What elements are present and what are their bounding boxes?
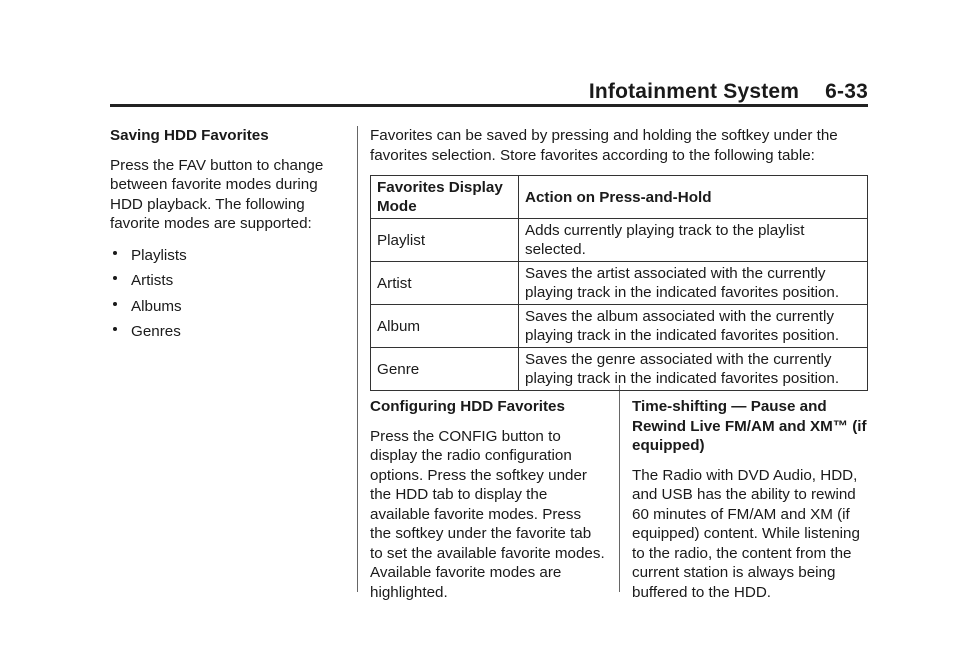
- table-row: [371, 262, 868, 305]
- header-rule: [110, 104, 868, 107]
- configuring-section: [370, 397, 606, 602]
- table-cell: Saves the album associated with the currently playing track in the indicated favorites position.: [519, 305, 868, 348]
- table-cell: Saves the artist associated with the currently playing track in the indicated favorites position.: [519, 262, 868, 305]
- timeshift-heading: Time-shifting — Pause and Rewind Live FM/AM and XM™ (if equipped): [632, 398, 867, 454]
- table-cell: Album: [371, 305, 519, 348]
- table-cell: Artist: [371, 262, 519, 305]
- favorites-table: [370, 175, 868, 391]
- table-cell: Genre: [371, 348, 519, 391]
- list-item: Playlists: [110, 246, 346, 266]
- store-favorites-section: [370, 126, 870, 391]
- table-header-row: [371, 176, 868, 219]
- configuring-heading: Configuring HDD Favorites: [370, 398, 565, 415]
- table-cell: Saves the genre associated with the currently playing track in the indicated favorites position.: [519, 348, 868, 391]
- table-header-cell: Action on Press-and-Hold: [519, 176, 868, 219]
- list-item: Albums: [110, 297, 346, 317]
- column-divider-left: [357, 126, 358, 592]
- table-row: [371, 305, 868, 348]
- table-cell: Adds currently playing track to the playlist selected.: [519, 219, 868, 262]
- favorite-modes-list: [110, 246, 346, 342]
- saving-heading: Saving HDD Favorites: [110, 127, 269, 144]
- table-header-cell: Favorites Display Mode: [371, 176, 519, 219]
- running-header: [589, 80, 868, 104]
- table-cell: Playlist: [371, 219, 519, 262]
- configuring-body: Press the CONFIG button to display the radio configuration options. Press the softkey under the HDD tab to display the available favorite modes. Press the softkey under the favorite tab to set the available favorite modes. Available favorite modes are highlighted.: [370, 427, 605, 601]
- left-column: [110, 126, 346, 348]
- list-item: Artists: [110, 271, 346, 291]
- timeshift-body: The Radio with DVD Audio, HDD, and USB has the ability to rewind 60 minutes of FM/AM and XM (if equipped) content. While listening to the radio, the content from the current station is always being buffered to the HDD.: [632, 466, 860, 601]
- column-divider-right: [619, 385, 620, 592]
- section-title: Infotainment System: [588, 80, 800, 103]
- store-intro: Favorites can be saved by pressing and holding the softkey under the favorites selection. Store favorites according to the following table:: [370, 127, 838, 164]
- timeshift-section: [632, 397, 874, 602]
- table-row: [371, 348, 868, 391]
- saving-intro: Press the FAV button to change between favorite modes during HDD playback. The following favorite modes are supported:: [110, 156, 324, 232]
- list-item: Genres: [110, 322, 346, 342]
- table-row: [371, 219, 868, 262]
- page-number: 6-33: [825, 80, 868, 103]
